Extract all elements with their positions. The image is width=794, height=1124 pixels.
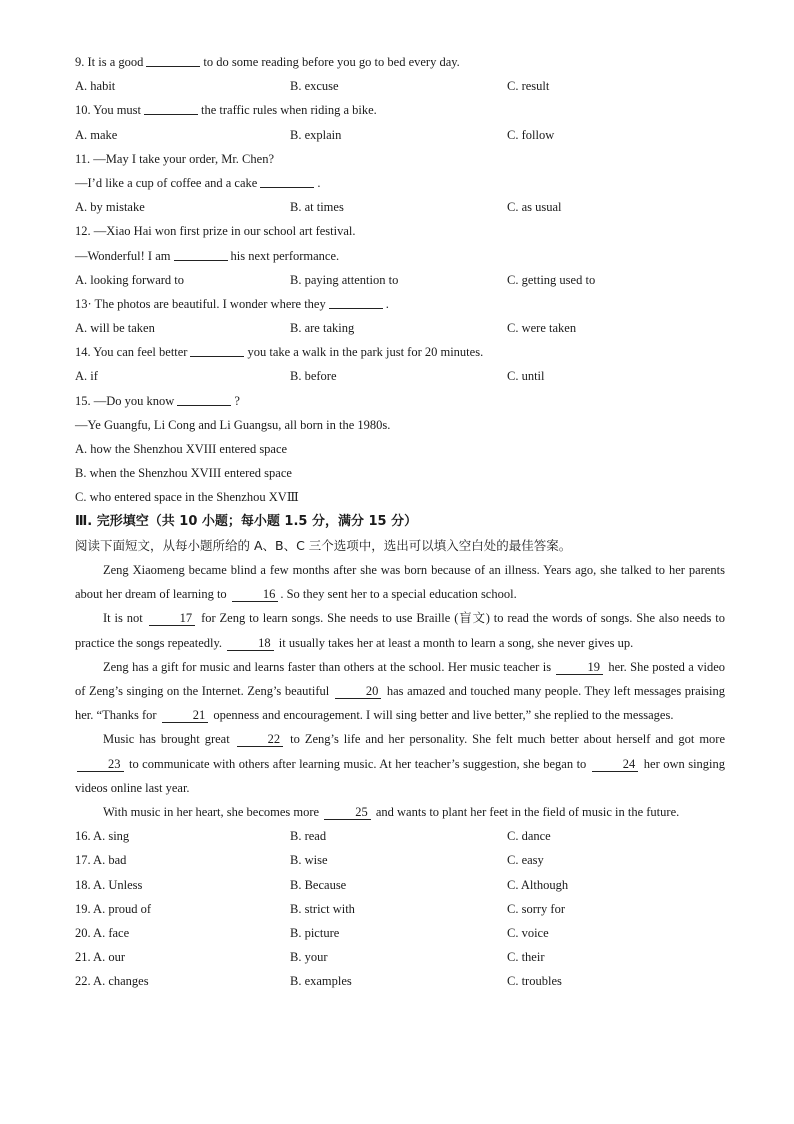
passage-text: it usually takes her at least a month to learn a song, she never gives up. [278,635,634,650]
option-c: C. voice [507,925,549,940]
question-text: —I’d like a cup of coffee and a cake [75,175,258,190]
cloze-options-20 [75,921,725,945]
question-text: 13· The photos are beautiful. I wonder where they [75,296,326,311]
passage-text: With music in her heart, she becomes more [103,804,320,819]
question-10 [75,98,725,122]
option-c: C. their [507,950,545,965]
option-a: 17. A. bad [75,853,127,868]
option-a: A. how the Shenzhou XVIII entered space [75,442,288,456]
answer-blank [146,52,200,67]
cloze-options-17 [75,848,725,872]
question-11-response [75,171,725,195]
answer-blank [329,294,383,309]
passage-text: Zeng Xiaomeng became blind a few months after she was born because of an illness. Years ago, she talked to her parents about her dream of learning to [75,562,725,602]
passage-text: Zeng has a gift for music and learns faster than others at the school. Her music teacher is [103,659,552,674]
cloze-blank-19: 19 [556,660,603,675]
question-text: 15. —Do you know [75,393,175,408]
option-b: B. examples [290,974,352,989]
option-b: B. when the Shenzhou XVIII entered space [75,466,292,481]
option-a: A. by mistake [75,200,145,215]
option-a: 19. A. proud of [75,901,152,916]
options-12 [75,268,725,292]
question-text: . [317,175,321,190]
option-a: A. will be taken [75,321,155,336]
option-b: B. wise [290,853,328,868]
question-text: You must [93,103,142,118]
option-b: B. explain [290,127,342,142]
option-a: 21. A. our [75,950,125,965]
option-b: B. picture [290,925,340,940]
option-b: B. before [290,369,337,384]
option-c: C. as usual [507,200,562,215]
question-text: the traffic rules when riding a bike. [201,103,377,118]
option-b: B. excuse [290,79,339,94]
options-14 [75,364,725,388]
question-number: 9. [75,55,85,69]
question-text: you take a walk in the park just for 20 minutes. [247,345,484,360]
cloze-blank-21: 21 [162,708,209,723]
passage-text: for Zeng to learn songs. She needs to use Braille (盲文) to read the words of songs. She also needs to practice the songs repeatedly. [75,611,726,650]
question-text: to do some reading before you go to bed every day. [203,55,460,69]
options-9 [75,74,725,98]
option-c: C. who entered space in the Shenzhou XVⅢ [75,490,299,505]
option-c: C. result [507,79,550,94]
cloze-blank-23: 23 [77,757,124,772]
cloze-blank-20: 20 [335,684,382,699]
passage-paragraph-5 [75,800,725,824]
section-instruction: 阅读下面短文，从每小题所给的 A、B、C 三个选项中，选出可以填入空白处的最佳答案。 [75,537,572,553]
option-a: 20. A. face [75,925,130,940]
passage-paragraph-2 [75,606,725,654]
cloze-blank-25: 25 [324,805,371,820]
question-text: ? [234,393,240,408]
question-text: 14. You can feel better [75,345,188,360]
question-number: 10. [75,103,91,118]
passage-text: her own singing videos online last year. [75,756,726,795]
question-14 [75,340,725,364]
option-c: C. dance [507,829,551,844]
option-c: C. sorry for [507,901,565,916]
exam-page [75,50,725,993]
option-c: C. until [507,369,545,384]
question-13 [75,292,725,316]
question-text: It is a good [87,55,144,69]
option-a: 16. A. sing [75,829,130,844]
passage-text: to communicate with others after learning music. At her teacher’s suggestion, she began to [128,756,587,771]
cloze-blank-16: 16 [232,587,279,602]
passage-paragraph-1 [75,558,725,606]
options-10 [75,123,725,147]
answer-blank [177,391,231,406]
passage-text: It is not [103,611,143,626]
option-a: A. habit [75,79,116,94]
option-a: 18. A. Unless [75,877,143,892]
question-12-response [75,244,725,268]
passage-text: her. She posted a video of Zeng’s singing on the Internet. Zeng’s beautiful [75,659,725,698]
question-text: —Wonderful! I am [75,248,171,263]
option-a: A. looking forward to [75,272,185,287]
cloze-passage [75,558,725,824]
option-b: B. at times [290,200,344,215]
passage-text: . So they sent her to a special education school. [280,587,517,602]
passage-text: to Zeng’s life and her personality. She felt much better about herself and got more [290,732,726,747]
passage-paragraph-4 [75,727,725,800]
option-b: B. Because [290,877,347,892]
cloze-blank-24: 24 [592,757,639,772]
passage-text: and wants to plant her feet in the field of music in the future. [375,804,680,819]
option-c: C. Although [507,877,569,892]
options-11 [75,195,725,219]
question-9 [75,50,725,74]
question-15-response: —Ye Guangfu, Li Cong and Li Guangsu, all born in the 1980s. [75,417,391,432]
option-a: A. if [75,369,98,384]
cloze-options-19 [75,897,725,921]
option-a: A. make [75,127,118,142]
passage-text: Music has brought great [103,732,230,747]
question-15 [75,389,725,413]
option-b: B. your [290,950,328,965]
section-heading: Ⅲ. 完形填空（共 10 小题；每小题 1.5 分，满分 15 分） [75,513,418,529]
cloze-options-16 [75,824,725,848]
cloze-options-18 [75,873,725,897]
option-b: B. strict with [290,901,355,916]
option-c: C. easy [507,853,544,868]
cloze-options-21 [75,945,725,969]
answer-blank [174,246,228,261]
question-11: 11. —May I take your order, Mr. Chen? [75,151,274,166]
answer-blank [144,100,198,115]
answer-blank [260,173,314,188]
option-a: 22. A. changes [75,974,149,989]
passage-text: has amazed and touched many people. They left messages praising her. “Thanks for [75,683,725,723]
cloze-blank-22: 22 [237,732,284,747]
question-text: his next performance. [230,248,340,263]
cloze-blank-17: 17 [149,611,196,626]
question-text: . [385,296,389,311]
answer-blank [190,342,244,357]
options-13 [75,316,725,340]
option-c: C. troubles [507,974,562,989]
option-c: C. follow [507,127,555,142]
option-c: C. getting used to [507,272,596,287]
option-c: C. were taken [507,321,577,336]
question-12: 12. —Xiao Hai won first prize in our school art festival. [75,224,356,239]
cloze-blank-18: 18 [227,636,274,651]
option-b: B. paying attention to [290,272,399,287]
option-b: B. are taking [290,321,355,336]
passage-text: openness and encouragement. I will sing better and live better,” she replied to the messages. [213,708,674,723]
passage-paragraph-3 [75,655,725,728]
cloze-options-22 [75,969,725,993]
option-b: B. read [290,829,327,844]
